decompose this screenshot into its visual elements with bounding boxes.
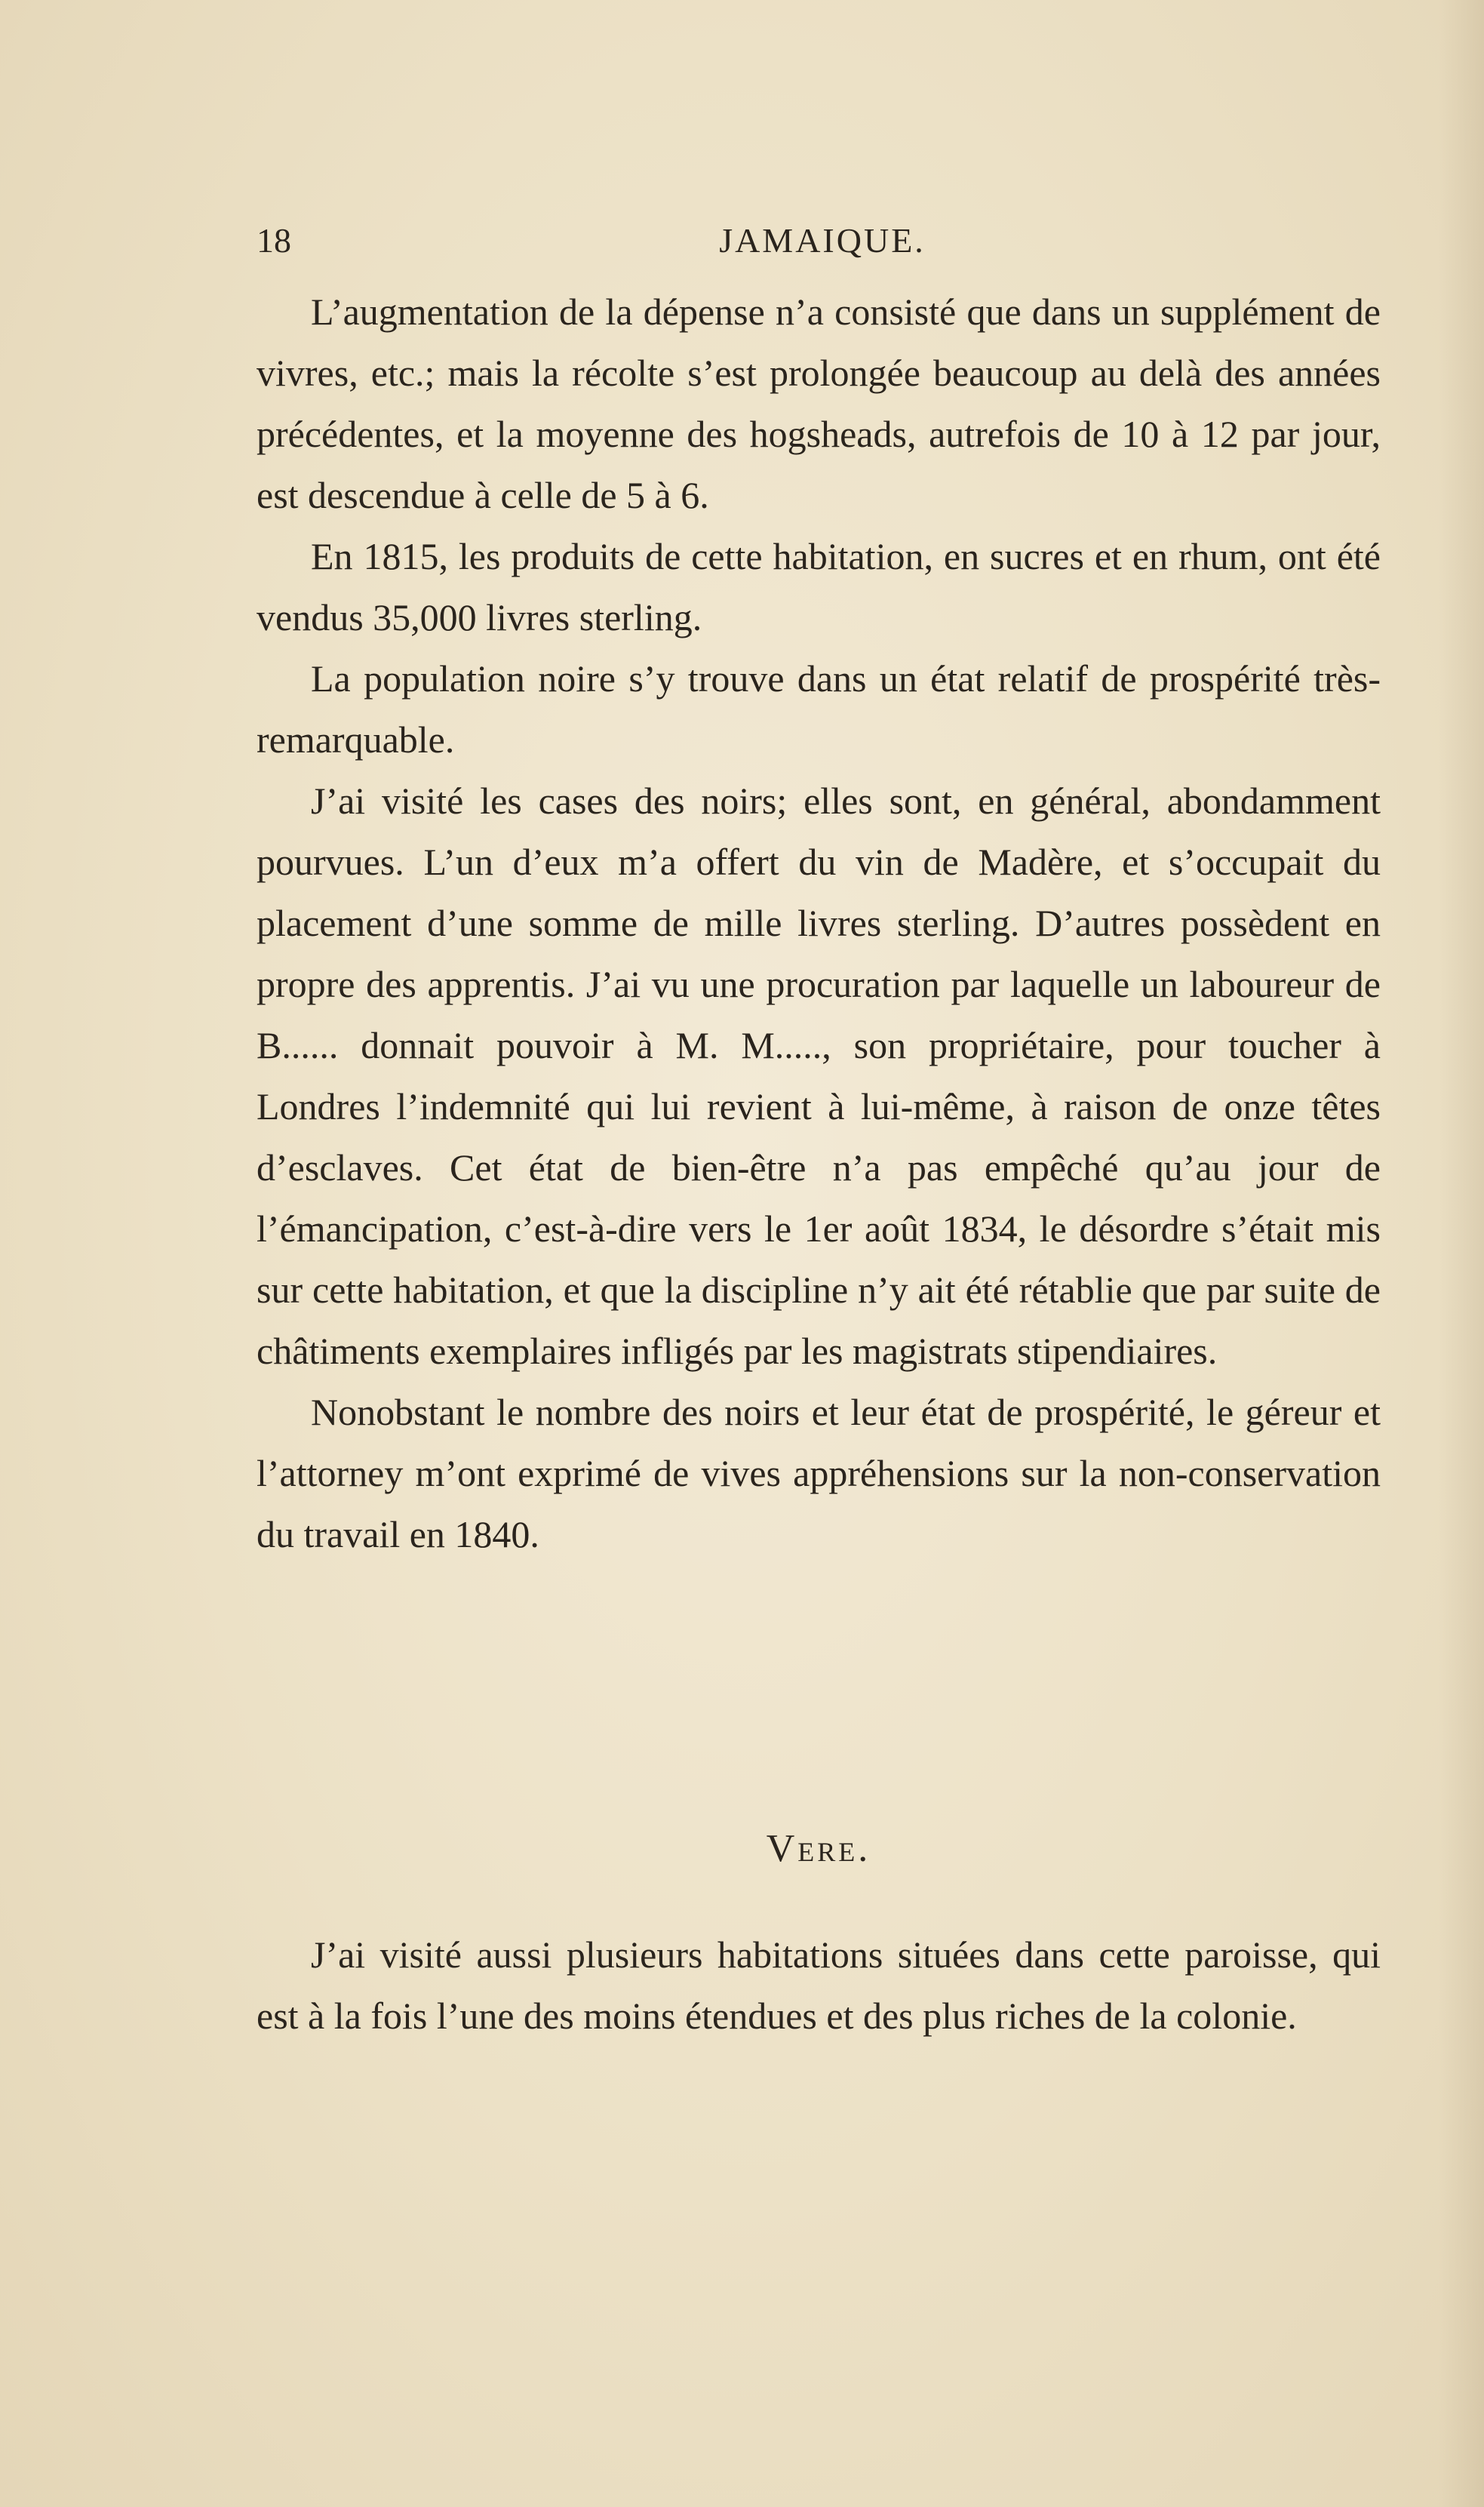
main-text bbox=[257, 281, 1381, 1565]
paragraph-3: La population noire s’y trouve dans un état relatif de prospérité très-remarquable. bbox=[257, 657, 1381, 761]
section-paragraph: J’ai visité aussi plusieurs habitations situées dans cette paroisse, qui est à la fois l’une des moins étendues et des plus riches de la colonie. bbox=[257, 1933, 1381, 2037]
paragraph-2: En 1815, les produits de cette habitation, en sucres et en rhum, ont été vendus 35,000 livres sterling. bbox=[257, 535, 1381, 638]
section-heading: Vere. bbox=[766, 1827, 871, 1870]
paragraph-5: Nonobstant le nombre des noirs et leur état de prospérité, le géreur et l’attorney m’ont exprimé de vives appréhensions sur la non-conservation du travail en 1840. bbox=[257, 1391, 1381, 1555]
paragraph-1: L’augmentation de la dépense n’a consisté que dans un supplément de vivres, etc.; mais la récolte s’est prolongée beaucoup au delà des années précédentes, et la moyenne des hogsheads, autrefois de 10 à 12 par jour, est descendue à celle de 5 à 6. bbox=[257, 291, 1381, 516]
paragraph-4: J’ai visité les cases des noirs; elles sont, en général, abondamment pourvues. L’un d’eux m’a offert du vin de Madère, et s’occupait du placement d’une somme de mille livres sterling. D’autres possèdent en propre des apprentis. J’ai vu une procuration par laquelle un laboureur de B...... donnait pouvoir à M. M....., son propriétaire, pour toucher à Londres l’indemnité qui lui revient à lui-même, à raison de onze têtes d’esclaves. Cet état de bien-être n’a pas empêché qu’au jour de l’émancipation, c’est-à-dire vers le 1er août 1834, le désordre s’était mis sur cette habitation, et que la discipline n’y ait été rétablie que par suite de châtiments exemplaires infligés par les magistrats stipendiaires. bbox=[257, 780, 1381, 1372]
page-number: 18 bbox=[257, 221, 291, 260]
page-header bbox=[257, 220, 1388, 266]
section-text bbox=[257, 1924, 1381, 2047]
running-head: JAMAIQUE. bbox=[719, 221, 926, 260]
page-edge-shadow bbox=[1439, 0, 1484, 2507]
